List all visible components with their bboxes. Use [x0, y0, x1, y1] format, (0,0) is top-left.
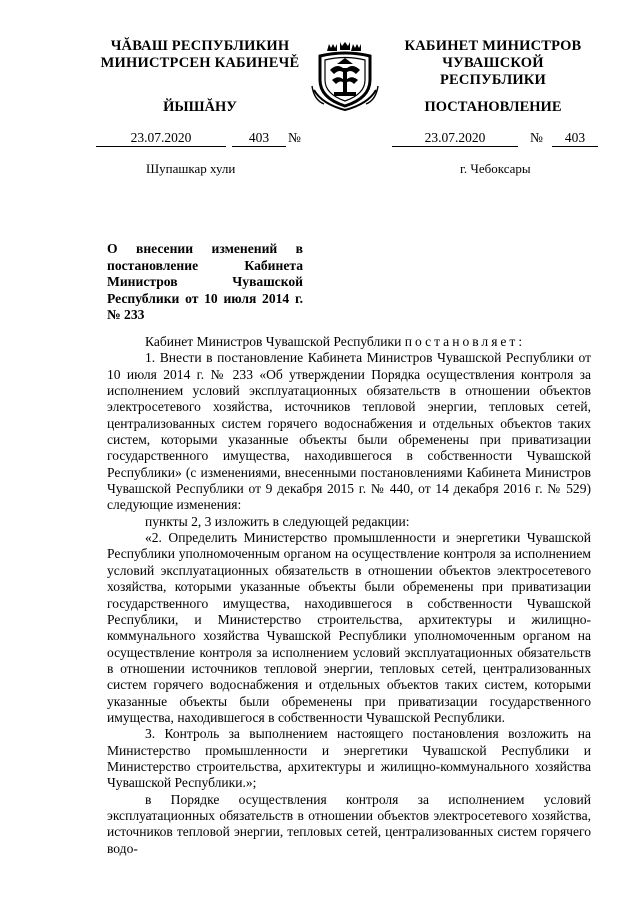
left-number: 403: [232, 130, 286, 147]
decree-label-russian: ПОСТАНОВЛЕНИЕ: [424, 99, 562, 115]
left-date: 23.07.2020: [96, 130, 226, 147]
header-right: [388, 38, 598, 89]
right-number: 403: [552, 130, 598, 147]
paragraph-2: пункты 2, 3 изложить в следующей редакции:: [145, 513, 410, 529]
paragraph-5: в Порядке осуществления контроля за исполнением условий эксплуатационных обязательств в отношении объектов электросетевого хозяйства, источников тепловой энергии, тепловых сетей, централизованных систем горячего водо-: [107, 791, 591, 856]
header-left-line2: МИНИСТРСЕН КАБИНЕЧĚ: [100, 55, 300, 71]
document-body: [107, 334, 591, 857]
intro-lead: Кабинет Министров Чувашской Республики: [145, 334, 402, 349]
place-chuvash: Шупашкар хули: [146, 161, 236, 176]
header-right-line1: КАБИНЕТ МИНИСТРОВ: [404, 38, 582, 54]
intro-verb: постановляет:: [404, 334, 526, 349]
intro-paragraph: [107, 334, 591, 350]
left-number-sign: №: [288, 130, 301, 145]
date-number-line: [0, 130, 640, 150]
place-russian: г. Чебоксары: [460, 161, 531, 176]
right-date: 23.07.2020: [392, 130, 518, 147]
header-left-line1: ЧĂВАШ РЕСПУБЛИКИН: [110, 38, 290, 54]
document-title: О внесении изменений в постановление Кабинета Министров Чувашской Республики от 10 июля 2014 г. № 233: [107, 241, 303, 323]
header-right-line2: ЧУВАШСКОЙ РЕСПУБЛИКИ: [439, 55, 547, 88]
paragraph-3: «2. Определить Министерство промышленности и энергетики Чувашской Республики уполномоченным органом на осуществление контроля за исполнением условий эксплуатационных обязательств в отношении объектов электросетевого хозяйства, которыми указанные объекты были обременены при приватизации государственного имущества, находившегося в собственности Чувашской Республики, и Министерство строительства, архитектуры и жилищно-коммунального хозяйства Чувашской Республики уполномоченным органом на осуществление контроля за исполнением условий эксплуатационных обязательств в отношении источников тепловой энергии, тепловых сетей, централизованных систем горячего водоснабжения и отдельных объектов таких систем, которыми указанные объекты были обременены при приватизации государственного имущества, находившегося в собственности Чувашской Республики.: [107, 530, 591, 725]
paragraph-4: 3. Контроль за выполнением настоящего постановления возложить на Министерство промышленности и энергетики Чувашской Республики и Министерство строительства, архитектуры и жилищно-коммунального хозяйства Чувашской Республики.»;: [107, 726, 591, 791]
right-number-sign: №: [530, 130, 543, 145]
chuvash-emblem-icon: [310, 40, 380, 112]
paragraph-1: 1. Внести в постановление Кабинета Министров Чувашской Республики от 10 июля 2014 г. № 233 «Об утверждении Порядка осуществления контроля за исполнением условий эксплуатационных обязательств в отношении объектов электросетевого хозяйства, источников тепловой энергии, тепловых сетей, централизованных систем горячего водоснабжения и отдельных объектов таких систем, которыми указанные объекты были обременены при приватизации государственного имущества, находившегося в собственности Чувашской Республики» (с изменениями, внесенными постановлениями Кабинета Министров Чувашской Республики от 9 декабря 2015 г. № 440, от 14 декабря 2016 г. № 529) следующие изменения:: [107, 350, 591, 513]
header-left: [100, 38, 300, 72]
decree-label-chuvash: ЙЫШĂНУ: [163, 99, 237, 115]
